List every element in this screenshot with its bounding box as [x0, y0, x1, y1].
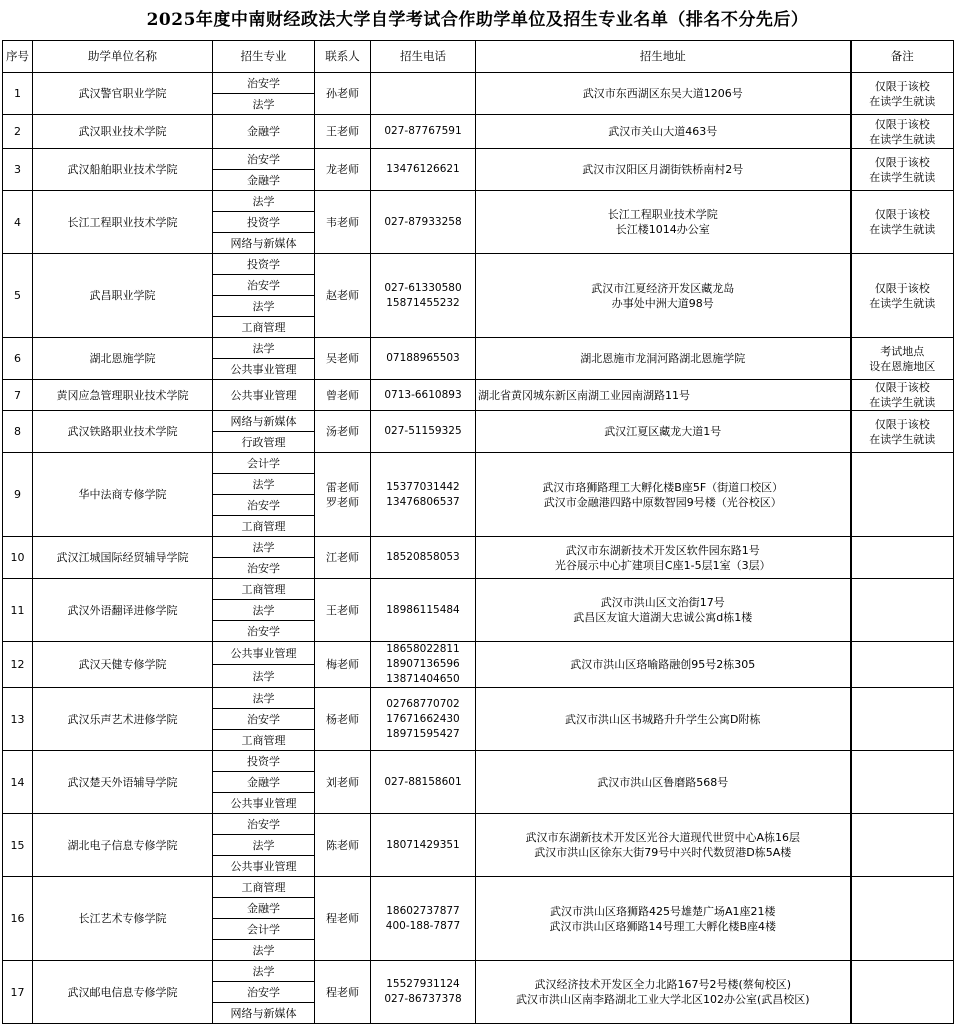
note	[851, 814, 954, 877]
major-cell: 投资学	[213, 212, 315, 233]
major-cell: 法学	[213, 835, 315, 856]
school-name: 华中法商专修学院	[33, 453, 213, 537]
col-header-note: 备注	[851, 41, 954, 73]
table-row	[3, 380, 954, 411]
table-row	[3, 537, 954, 558]
school-name: 武汉乐声艺术进修学院	[33, 688, 213, 751]
note	[851, 751, 954, 814]
note	[851, 537, 954, 579]
address: 湖北省黄冈城东新区南湖工业园南湖路11号	[476, 380, 851, 411]
address: 武汉市洪山区文治街17号 武昌区友谊大道湖大忠诚公寓d栋1楼	[476, 579, 851, 642]
table-row	[3, 191, 954, 212]
address: 武汉市洪山区书城路升升学生公寓D附栋	[476, 688, 851, 751]
phone-number: 027-61330580 15871455232	[371, 254, 476, 338]
note: 仅限于该校 在读学生就读	[851, 149, 954, 191]
contact-person: 程老师	[315, 961, 371, 1024]
note: 仅限于该校 在读学生就读	[851, 380, 954, 411]
col-header-phone: 招生电话	[371, 41, 476, 73]
col-header-no: 序号	[3, 41, 33, 73]
table-row	[3, 453, 954, 474]
row-number: 12	[3, 642, 33, 688]
major-cell: 治安学	[213, 982, 315, 1003]
school-name: 武汉楚天外语辅导学院	[33, 751, 213, 814]
note	[851, 642, 954, 688]
address: 武汉市东湖新技术开发区光谷大道现代世贸中心A栋16层 武汉市洪山区徐东大街79号中兴时代数贸港D栋5A楼	[476, 814, 851, 877]
row-number: 8	[3, 411, 33, 453]
contact-person: 刘老师	[315, 751, 371, 814]
phone-number: 18986115484	[371, 579, 476, 642]
row-number: 13	[3, 688, 33, 751]
contact-person: 梅老师	[315, 642, 371, 688]
school-name: 武汉船舶职业技术学院	[33, 149, 213, 191]
contact-person: 龙老师	[315, 149, 371, 191]
major-cell: 治安学	[213, 495, 315, 516]
row-number: 9	[3, 453, 33, 537]
contact-person: 汤老师	[315, 411, 371, 453]
school-name: 武汉邮电信息专修学院	[33, 961, 213, 1024]
row-number: 14	[3, 751, 33, 814]
address: 武汉市洪山区鲁磨路568号	[476, 751, 851, 814]
address: 武汉市洪山区珞喻路融创95号2栋305	[476, 642, 851, 688]
major-cell: 工商管理	[213, 730, 315, 751]
school-name: 湖北电子信息专修学院	[33, 814, 213, 877]
major-cell: 网络与新媒体	[213, 233, 315, 254]
major-cell: 治安学	[213, 149, 315, 170]
table-row	[3, 73, 954, 94]
contact-person: 王老师	[315, 115, 371, 149]
major-cell: 法学	[213, 296, 315, 317]
phone-number: 0713-6610893	[371, 380, 476, 411]
row-number: 3	[3, 149, 33, 191]
row-number: 1	[3, 73, 33, 115]
note	[851, 688, 954, 751]
major-cell: 公共事业管理	[213, 856, 315, 877]
phone-number: 027-88158601	[371, 751, 476, 814]
note	[851, 453, 954, 537]
table-row	[3, 115, 954, 149]
note: 仅限于该校 在读学生就读	[851, 191, 954, 254]
col-header-majors: 招生专业	[213, 41, 315, 73]
phone-number: 13476126621	[371, 149, 476, 191]
major-cell: 投资学	[213, 254, 315, 275]
phone-number: 18658022811 18907136596 13871404650	[371, 642, 476, 688]
major-cell: 法学	[213, 940, 315, 961]
table-row	[3, 751, 954, 772]
address: 武汉市汉阳区月湖街铁桥南村2号	[476, 149, 851, 191]
address: 武汉市东西湖区东吴大道1206号	[476, 73, 851, 115]
col-header-contact: 联系人	[315, 41, 371, 73]
table-row	[3, 254, 954, 275]
address: 武汉市洪山区珞狮路425号雄楚广场A1座21楼 武汉市洪山区珞狮路14号理工大孵化楼B座4楼	[476, 877, 851, 961]
contact-person: 陈老师	[315, 814, 371, 877]
table-row	[3, 961, 954, 982]
table-header-row	[3, 41, 954, 73]
major-cell: 行政管理	[213, 432, 315, 453]
contact-person: 吴老师	[315, 338, 371, 380]
note	[851, 961, 954, 1024]
contact-person: 孙老师	[315, 73, 371, 115]
major-cell: 法学	[213, 600, 315, 621]
major-cell: 工商管理	[213, 317, 315, 338]
col-header-address: 招生地址	[476, 41, 851, 73]
row-number: 2	[3, 115, 33, 149]
address: 长江工程职业技术学院 长江楼1014办公室	[476, 191, 851, 254]
row-number: 16	[3, 877, 33, 961]
major-cell: 工商管理	[213, 877, 315, 898]
address: 武汉市江夏经济开发区藏龙岛 办事处中洲大道98号	[476, 254, 851, 338]
school-name: 黄冈应急管理职业技术学院	[33, 380, 213, 411]
row-number: 17	[3, 961, 33, 1024]
phone-number	[371, 73, 476, 115]
table-row	[3, 688, 954, 709]
note: 仅限于该校 在读学生就读	[851, 254, 954, 338]
major-cell: 会计学	[213, 919, 315, 940]
table-row	[3, 877, 954, 898]
major-cell: 投资学	[213, 751, 315, 772]
school-name: 长江艺术专修学院	[33, 877, 213, 961]
major-cell: 金融学	[213, 170, 315, 191]
page-title: 2025年度中南财经政法大学自学考试合作助学单位及招生专业名单（排名不分先后）	[146, 10, 809, 30]
contact-person: 江老师	[315, 537, 371, 579]
table-body	[3, 73, 954, 1024]
major-cell: 法学	[213, 94, 315, 115]
major-cell: 金融学	[213, 898, 315, 919]
major-cell: 网络与新媒体	[213, 411, 315, 432]
address: 湖北恩施市龙洞河路湖北恩施学院	[476, 338, 851, 380]
major-cell: 治安学	[213, 558, 315, 579]
major-cell: 治安学	[213, 709, 315, 730]
major-cell: 法学	[213, 665, 315, 688]
note: 考试地点 设在恩施地区	[851, 338, 954, 380]
school-name: 武昌职业学院	[33, 254, 213, 338]
phone-number: 18602737877 400-188-7877	[371, 877, 476, 961]
phone-number: 027-51159325	[371, 411, 476, 453]
table-row	[3, 338, 954, 359]
contact-person: 曾老师	[315, 380, 371, 411]
major-cell: 工商管理	[213, 579, 315, 600]
major-cell: 工商管理	[213, 516, 315, 537]
contact-person: 韦老师	[315, 191, 371, 254]
contact-person: 杨老师	[315, 688, 371, 751]
school-name: 武汉铁路职业技术学院	[33, 411, 213, 453]
phone-number: 027-87767591	[371, 115, 476, 149]
major-cell: 金融学	[213, 115, 315, 149]
major-cell: 会计学	[213, 453, 315, 474]
table-row	[3, 149, 954, 170]
note	[851, 877, 954, 961]
major-cell: 法学	[213, 191, 315, 212]
note: 仅限于该校 在读学生就读	[851, 411, 954, 453]
row-number: 11	[3, 579, 33, 642]
col-header-school: 助学单位名称	[33, 41, 213, 73]
address: 武汉市关山大道463号	[476, 115, 851, 149]
phone-number: 07188965503	[371, 338, 476, 380]
phone-number: 18071429351	[371, 814, 476, 877]
major-cell: 网络与新媒体	[213, 1003, 315, 1024]
major-cell: 治安学	[213, 73, 315, 94]
address: 武汉经济技术开发区全力北路167号2号楼(蔡甸校区) 武汉市洪山区南李路湖北工业大学北区102办公室(武昌校区)	[476, 961, 851, 1024]
note: 仅限于该校 在读学生就读	[851, 73, 954, 115]
table-row	[3, 411, 954, 432]
school-name: 武汉天健专修学院	[33, 642, 213, 688]
address: 武汉市东湖新技术开发区软件园东路1号 光谷展示中心扩建项目C座1-5层1室（3层）	[476, 537, 851, 579]
major-cell: 公共事业管理	[213, 642, 315, 665]
major-cell: 法学	[213, 961, 315, 982]
contact-person: 王老师	[315, 579, 371, 642]
major-cell: 法学	[213, 688, 315, 709]
address: 武汉江夏区藏龙大道1号	[476, 411, 851, 453]
school-name: 武汉职业技术学院	[33, 115, 213, 149]
phone-number: 027-87933258	[371, 191, 476, 254]
phone-number: 02768770702 17671662430 18971595427	[371, 688, 476, 751]
address: 武汉市珞狮路理工大孵化楼B座5F（街道口校区） 武汉市金融港四路中原数智园9号楼（光谷校区）	[476, 453, 851, 537]
school-name: 湖北恩施学院	[33, 338, 213, 380]
school-name: 武汉江城国际经贸辅导学院	[33, 537, 213, 579]
contact-person: 程老师	[315, 877, 371, 961]
major-cell: 公共事业管理	[213, 359, 315, 380]
school-name: 长江工程职业技术学院	[33, 191, 213, 254]
phone-number: 18520858053	[371, 537, 476, 579]
table-row	[3, 579, 954, 600]
major-cell: 公共事业管理	[213, 380, 315, 411]
note	[851, 579, 954, 642]
school-name: 武汉外语翻译进修学院	[33, 579, 213, 642]
note: 仅限于该校 在读学生就读	[851, 115, 954, 149]
row-number: 15	[3, 814, 33, 877]
enrollment-table	[2, 40, 954, 1024]
major-cell: 金融学	[213, 772, 315, 793]
major-cell: 法学	[213, 537, 315, 558]
phone-number: 15377031442 13476806537	[371, 453, 476, 537]
contact-person: 赵老师	[315, 254, 371, 338]
contact-person: 雷老师 罗老师	[315, 453, 371, 537]
row-number: 10	[3, 537, 33, 579]
table-row	[3, 814, 954, 835]
row-number: 4	[3, 191, 33, 254]
major-cell: 法学	[213, 474, 315, 495]
row-number: 5	[3, 254, 33, 338]
school-name: 武汉警官职业学院	[33, 73, 213, 115]
row-number: 7	[3, 380, 33, 411]
major-cell: 治安学	[213, 275, 315, 296]
major-cell: 公共事业管理	[213, 793, 315, 814]
major-cell: 法学	[213, 338, 315, 359]
row-number: 6	[3, 338, 33, 380]
table-row	[3, 642, 954, 665]
phone-number: 15527931124 027-86737378	[371, 961, 476, 1024]
major-cell: 治安学	[213, 621, 315, 642]
major-cell: 治安学	[213, 814, 315, 835]
